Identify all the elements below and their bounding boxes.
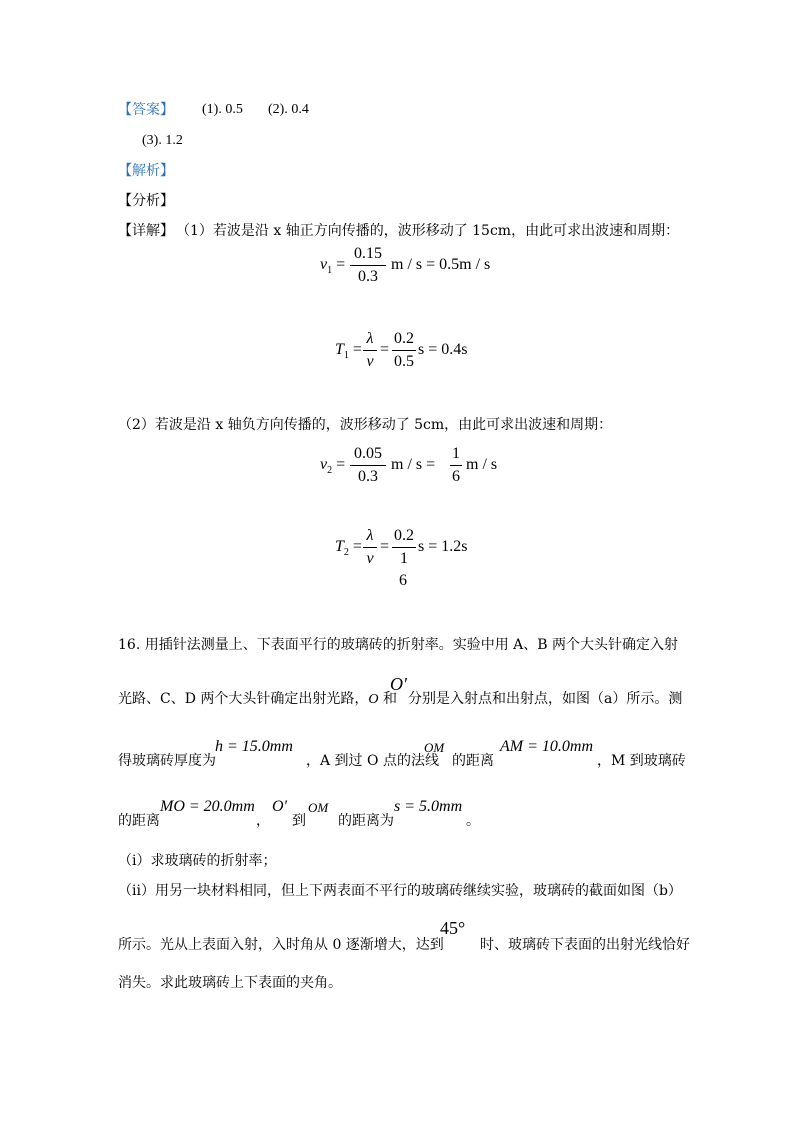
detail-tag: 【详解】 — [118, 223, 174, 239]
q16-angle: 45° — [440, 918, 466, 938]
eq1-rhs: m / s = 0.5m / s — [391, 256, 491, 273]
q16-O: O — [368, 692, 379, 707]
eq4-num2: 0.2 — [394, 527, 414, 544]
eq2-num1: λ — [366, 330, 374, 347]
q16-line2 — [118, 690, 397, 709]
q16-line1: 16. 用插针法测量上、下表面平行的玻璃砖的折射率。实验中用 A、B 两个大头针确定入射 — [118, 637, 679, 653]
eq3-sub: 2 — [327, 465, 333, 477]
eq4-den2: 1 — [400, 550, 408, 567]
q16-Oprime: O′ — [390, 674, 407, 694]
q16-line8: 消失。求此玻璃砖上下表面的夹角。 — [118, 975, 342, 991]
eq2-sub: 1 — [343, 350, 349, 362]
q16-dao: 到 — [292, 813, 306, 829]
eq4-den1: v — [366, 550, 374, 567]
answer-1: (1). 0.5 — [202, 102, 243, 117]
q16-line3d: ，M 到玻璃砖 — [597, 753, 686, 769]
q16-sub-ii: （ii）用另一块材料相同，但上下两表面不平行的玻璃砖继续实验，玻璃砖的截面如图（b） — [118, 883, 682, 899]
q16-line4b: 的距离为 — [338, 813, 394, 829]
eq3-mid: m / s = — [391, 456, 436, 473]
q16-AM-eq: AM = 10.0mm — [500, 738, 594, 755]
eq4-num1: λ — [366, 527, 374, 544]
q16-line7a: 所示。光从上表面入射，入时角从 0 逐渐增大，达到 — [118, 937, 444, 953]
q16-period: 。 — [466, 813, 480, 829]
answer-3: (3). 1.2 — [142, 133, 183, 148]
eq1-lhs: v — [320, 256, 328, 273]
eq4-lhs: T — [335, 538, 344, 555]
eq4-den2b: 6 — [399, 572, 407, 589]
eq1-sub: 1 — [327, 265, 333, 277]
q16-line7b: 时、玻璃砖下表面的出射光线恰好 — [480, 937, 690, 953]
q16-line3b: ，A 到过 O 点的法线 — [306, 753, 439, 769]
eq2-lhs: T — [335, 341, 344, 358]
eq3-den1: 0.3 — [358, 468, 378, 485]
q16-sub-i: （i）求玻璃砖的折射率； — [118, 853, 277, 869]
eq3-lhs: v — [320, 456, 328, 473]
q16-comma: ， — [256, 813, 270, 829]
eq2-rhs: s = 0.4s — [418, 341, 468, 358]
q16-line3a: 得玻璃砖厚度为 — [118, 753, 216, 769]
eq3-num1: 0.05 — [354, 445, 382, 462]
q16-MO-eq: MO = 20.0mm — [160, 798, 255, 815]
analysis-tag: 【解析】 — [118, 163, 174, 179]
answer-2: (2). 0.4 — [268, 102, 309, 117]
q16-h-eq: h = 15.0mm — [215, 738, 293, 755]
q16-line4a: 的距离 — [118, 813, 160, 829]
eq3-den2: 6 — [452, 468, 460, 485]
q16-Oprime2: O′ — [272, 798, 288, 815]
eq1-den: 0.3 — [358, 268, 378, 285]
q16-line3c: 的距离 — [452, 753, 494, 769]
q16-OM1: OM — [424, 740, 445, 755]
eq4-sub: 2 — [343, 547, 349, 559]
eq3-num2: 1 — [452, 445, 460, 462]
fenxi-tag: 【分析】 — [118, 193, 174, 209]
q16-s-eq: s = 5.0mm — [394, 798, 463, 815]
detail-part2: （2）若波是沿 x 轴负方向传播的，波形移动了 5cm，由此可求出波速和周期： — [118, 417, 613, 433]
q16-he: 和 — [378, 691, 397, 707]
detail-part1: （1）若波是沿 x 轴正方向传播的，波形移动了 15cm，由此可求出波速和周期： — [176, 223, 680, 239]
eq1-num: 0.15 — [354, 245, 382, 262]
eq2-den2: 0.5 — [394, 353, 414, 370]
answer-tag: 【答案】 — [118, 102, 174, 118]
eq3-rhs: m / s — [466, 456, 498, 473]
q16-line2b: 分别是入射点和出射点，如图（a）所示。测 — [408, 691, 683, 707]
eq2-den1: v — [366, 353, 374, 370]
eq4-rhs: s = 1.2s — [418, 538, 468, 555]
eq2-num2: 0.2 — [394, 330, 414, 347]
q16-line2a: 光路、C、D 两个大头针确定出射光路， — [118, 691, 369, 707]
q16-OM2: OM — [308, 800, 329, 815]
